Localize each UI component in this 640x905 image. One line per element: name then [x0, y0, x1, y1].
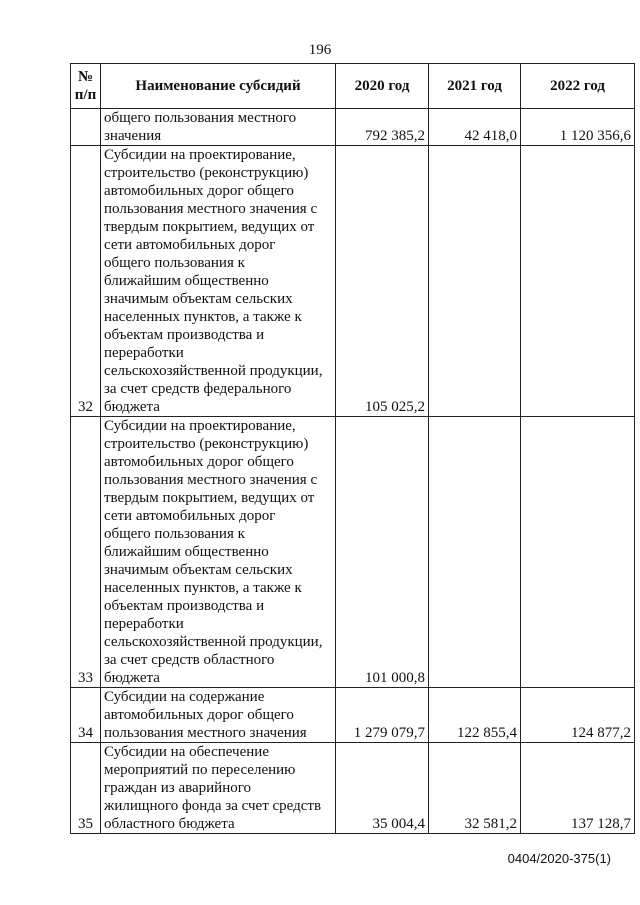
row-value-2022	[521, 417, 635, 688]
header-number: № п/п	[71, 64, 101, 109]
row-value-2020: 792 385,2	[336, 109, 429, 146]
header-2020: 2020 год	[336, 64, 429, 109]
row-value-2022: 124 877,2	[521, 688, 635, 743]
row-subsidy-name: Субсидии на проектирование, строительство (реконструкцию) автомобильных дорог общего пользования местного значения с твердым покрытием, ведущих от сети автомобильных дорог общего пользования к ближайшим общественно значимым объектам сельских населенных пунктов, а также к объектам производства и переработки сельскохозяйственной продукции, за счет средств областного бюджета	[101, 417, 336, 688]
row-value-2021: 32 581,2	[429, 743, 521, 834]
row-value-2022: 1 120 356,6	[521, 109, 635, 146]
header-2022: 2022 год	[521, 64, 635, 109]
table-row	[71, 109, 635, 146]
document-code: 0404/2020-375(1)	[507, 851, 611, 866]
header-2021: 2021 год	[429, 64, 521, 109]
row-value-2021	[429, 417, 521, 688]
row-value-2022	[521, 146, 635, 417]
row-value-2021	[429, 146, 521, 417]
row-subsidy-name: Субсидии на содержание автомобильных дорог общего пользования местного значения	[101, 688, 336, 743]
row-value-2022: 137 128,7	[521, 743, 635, 834]
row-value-2021: 122 855,4	[429, 688, 521, 743]
row-number: 34	[71, 688, 101, 743]
row-subsidy-name: Субсидии на обеспечение мероприятий по переселению граждан из аварийного жилищного фонда за счет средств областного бюджета	[101, 743, 336, 834]
row-subsidy-name: Субсидии на проектирование, строительство (реконструкцию) автомобильных дорог общего пользования местного значения с твердым покрытием, ведущих от сети автомобильных дорог общего пользования к ближайшим общественно значимым объектам сельских населенных пунктов, а также к объектам производства и переработки сельскохозяйственной продукции, за счет средств федерального бюджета	[101, 146, 336, 417]
table-header-row	[71, 64, 635, 109]
subsidies-table	[70, 63, 635, 834]
row-number: 35	[71, 743, 101, 834]
page-number: 196	[308, 42, 332, 58]
row-number: 32	[71, 146, 101, 417]
table-row	[71, 743, 635, 834]
table-row	[71, 688, 635, 743]
row-subsidy-name: общего пользования местного значения	[101, 109, 336, 146]
table-row	[71, 417, 635, 688]
row-value-2020: 101 000,8	[336, 417, 429, 688]
table-row	[71, 146, 635, 417]
row-number: 33	[71, 417, 101, 688]
row-value-2020: 105 025,2	[336, 146, 429, 417]
row-value-2020: 1 279 079,7	[336, 688, 429, 743]
row-number	[71, 109, 101, 146]
row-value-2020: 35 004,4	[336, 743, 429, 834]
row-value-2021: 42 418,0	[429, 109, 521, 146]
header-subsidy-name: Наименование субсидий	[101, 64, 336, 109]
